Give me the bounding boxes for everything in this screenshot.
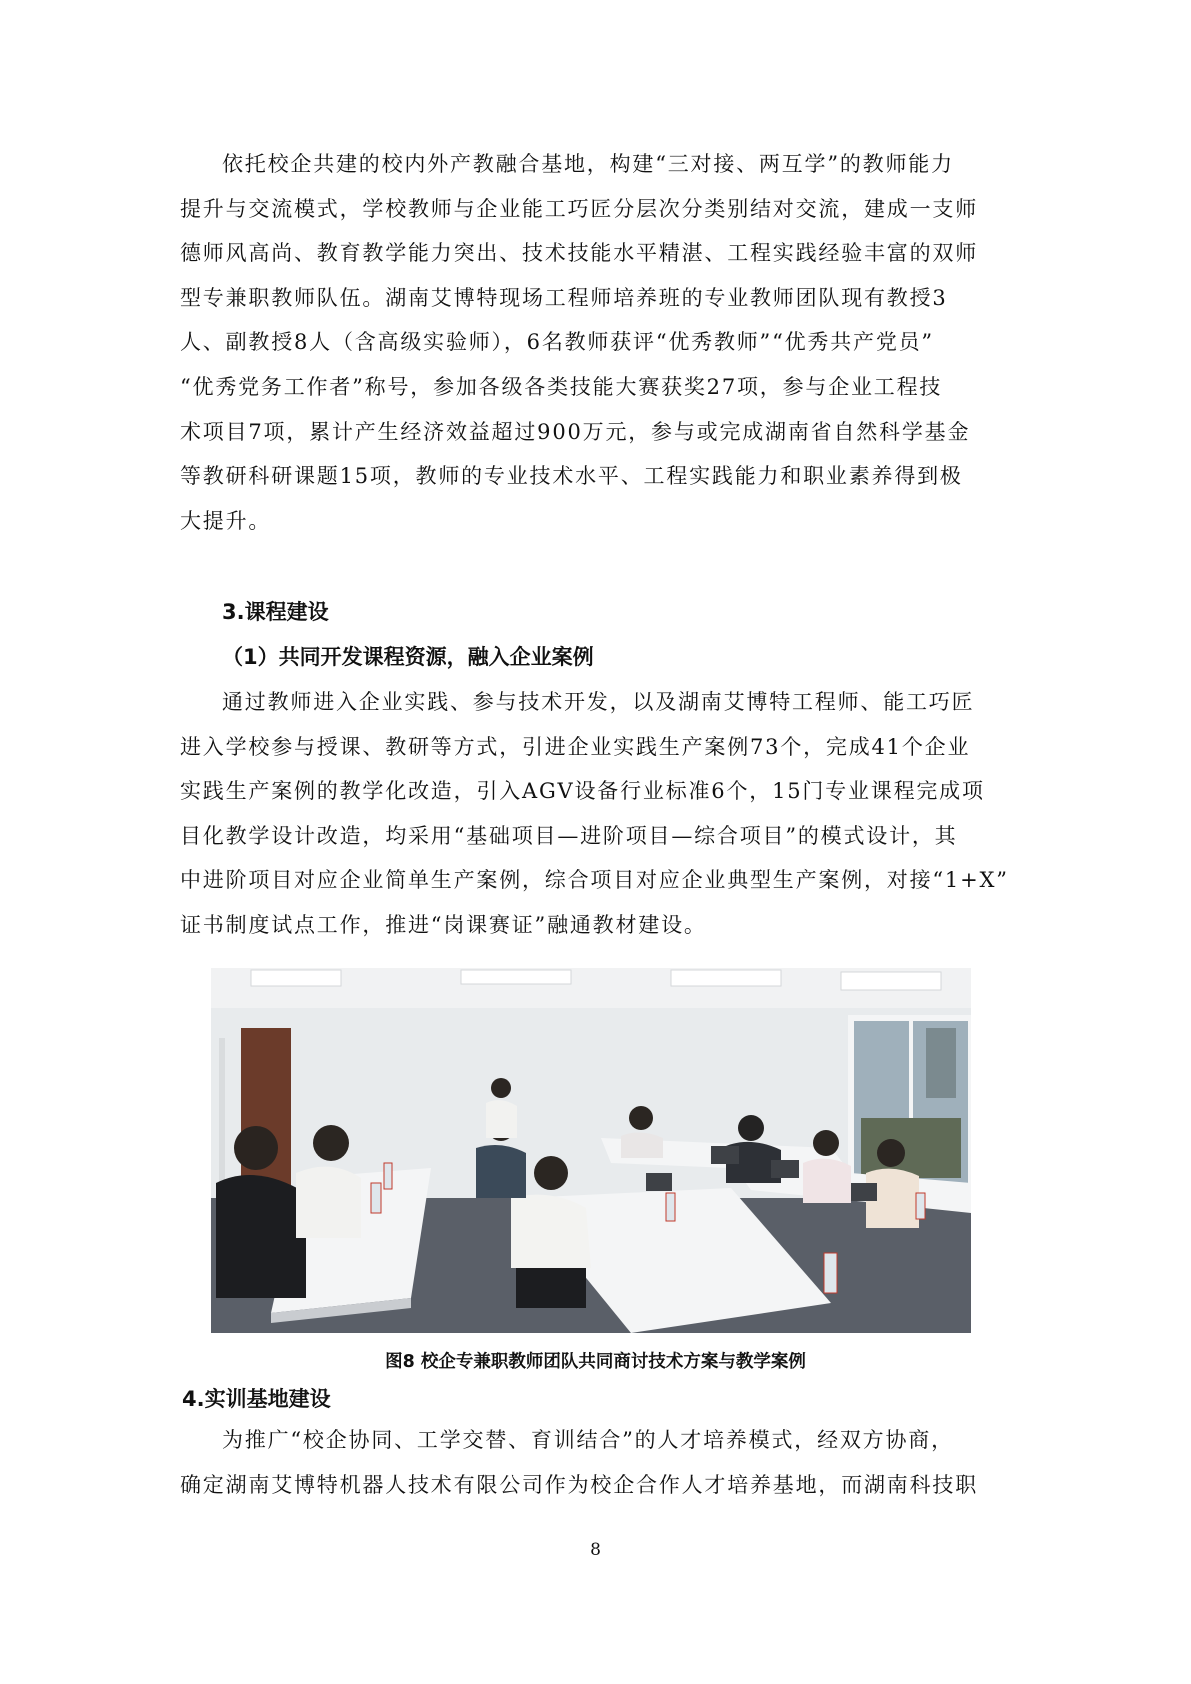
text-line: 目化教学设计改造，均采用“基础项目—进阶项目—综合项目”的模式设计，其: [180, 823, 958, 848]
window: [851, 1018, 971, 1198]
text-line: “优秀党务工作者”称号，参加各级各类技能大赛获奖27项，参与企业工程技: [180, 374, 943, 399]
section-heading-training-base: 4.实训基地建设: [182, 1387, 331, 1411]
paragraph-teacher-team: [180, 142, 1018, 543]
text-line: 实践生产案例的教学化改造，引入AGV设备行业标准6个，15门专业课程完成项: [180, 779, 985, 804]
text-line: 中进阶项目对应企业简单生产案例，综合项目对应企业典型生产案例，对接“1+X”: [180, 868, 1009, 893]
wall-strip: [219, 1038, 225, 1188]
page-number: 8: [590, 1540, 601, 1560]
text-line: 进入学校参与授课、教研等方式，引进企业实践生产案例73个，完成41个企业: [180, 734, 971, 759]
text-line: 为推广“校企协同、工学交替、育训结合”的人才培养模式，经双方协商，: [222, 1428, 954, 1452]
text-line: 型专兼职教师队伍。湖南艾博特现场工程师培养班的专业教师团队现有教授3: [180, 285, 948, 310]
text-line: 大提升。: [180, 508, 272, 533]
meeting-photo: [211, 968, 971, 1333]
meeting-room-illustration: [211, 968, 971, 1333]
text-line: 术项目7项，累计产生经济效益超过900万元，参与或完成湖南省自然科学基金: [180, 419, 971, 444]
door: [241, 1028, 291, 1198]
text-line: 确定湖南艾博特机器人技术有限公司作为校企合作人才培养基地，而湖南科技职: [180, 1472, 978, 1497]
text-line: 人、副教授8人（含高级实验师），6名教师获评“优秀教师”“优秀共产党员”: [180, 330, 934, 355]
section-heading-course-construction: 3.课程建设: [222, 600, 329, 624]
text-line: 等教研科研课题15项，教师的专业技术水平、工程实践能力和职业素养得到极: [180, 464, 963, 489]
text-line: 德师风高尚、教育教学能力突出、技术技能水平精湛、工程实践经验丰富的双师: [180, 241, 978, 266]
paragraph-course-resources: [180, 680, 1018, 948]
text-line: 提升与交流模式，学校教师与企业能工巧匠分层次分类别结对交流，建成一支师: [180, 196, 978, 221]
text-line: 依托校企共建的校内外产教融合基地，构建“三对接、两互学”的教师能力: [222, 152, 954, 176]
figure-caption: 图8 校企专兼职教师团队共同商讨技术方案与教学案例: [385, 1352, 806, 1372]
text-line: 证书制度试点工作，推进“岗课赛证”融通教材建设。: [180, 912, 707, 937]
paragraph-training-base: [180, 1418, 1018, 1507]
text-line: 通过教师进入企业实践、参与技术开发，以及湖南艾博特工程师、能工巧匠: [222, 690, 975, 714]
subsection-heading-course-resources: （1）共同开发课程资源，融入企业案例: [222, 645, 594, 669]
